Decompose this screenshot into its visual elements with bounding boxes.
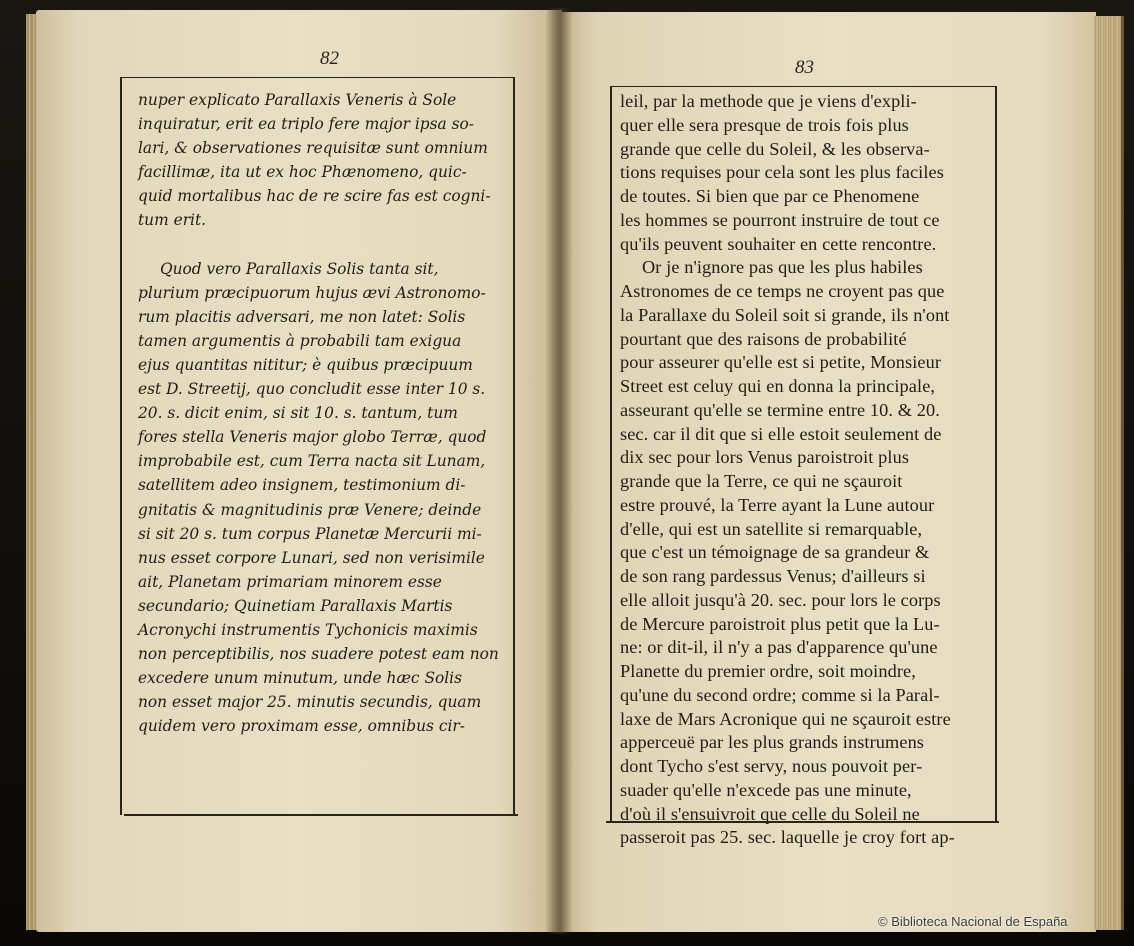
text-line: Quod vero Parallaxis Solis tanta sit, <box>160 259 439 278</box>
text-line: quer elle sera presque de trois fois plus <box>620 114 909 135</box>
text-line: quid mortalibus hac de re scire fas est cogni- <box>138 187 491 206</box>
text-line: satellitem adeo insignem, testimonium di- <box>138 476 466 495</box>
text-line: de toutes. Si bien que par ce Phenomene <box>620 186 920 206</box>
text-line: de Mercure paroistroit plus petit que la Lu- <box>620 613 940 634</box>
text-line: que c'est un témoignage de sa grandeur & <box>620 542 930 563</box>
text-line: Street est celuy qui en donna la principale, <box>620 376 936 396</box>
text-line: facillimæ, ita ut ex hoc Phænomeno, quic- <box>138 163 467 182</box>
text-line: leil, par la methode que je viens d'expli- <box>620 91 917 111</box>
text-line: secundario; Quinetiam Parallaxis Martis <box>138 596 453 615</box>
text-line: laxe de Mars Acronique qui ne sçauroit estre <box>620 708 951 729</box>
text-line: fores stella Veneris major globo Terræ, quod <box>138 428 487 447</box>
text-line: de son rang pardessus Venus; d'ailleurs si <box>620 566 926 586</box>
text-line: pour asseurer qu'elle est si petite, Monsieur <box>620 352 942 373</box>
text-line: passeroit pas 25. sec. laquelle je croy fort ap- <box>620 827 955 848</box>
text-line: qu'une du second ordre; comme si la Paral- <box>620 684 940 705</box>
left-page-text <box>138 88 523 738</box>
text-line: apperceuë par les plus grands instrumens <box>620 732 925 753</box>
text-line: non esset major 25. minutis secundis, quam <box>138 693 482 712</box>
text-line: quidem vero proximam esse, omnibus cir- <box>138 717 465 736</box>
text-line: dix sec pour lors Venus paroistroit plus <box>620 447 910 468</box>
text-line: tamen argumentis à probabili tam exigua <box>138 331 462 350</box>
text-line: grande que la Terre, ce qui ne sçauroit <box>620 471 903 491</box>
text-line: est D. Streetij, quo concludit esse inter 10 s. <box>138 380 486 399</box>
text-line: non perceptibilis, nos suadere potest eam non <box>138 645 499 664</box>
right-page-text <box>620 90 1005 850</box>
left-page-number: 82 <box>320 48 339 69</box>
text-line: tum erit. <box>138 211 207 230</box>
paragraph-gap <box>138 233 523 257</box>
text-line: qu'ils peuvent souhaiter en cette rencontre. <box>620 233 937 254</box>
text-line: pourtant que des raisons de probabilité <box>620 328 907 349</box>
text-line: Acronychi instrumentis Tychonicis maximis <box>138 620 478 639</box>
text-line: d'où il s'ensuivroit que celle du Soleil ne <box>620 803 920 824</box>
text-line: tions requises pour cela sont les plus faciles <box>620 162 944 183</box>
text-line: sec. car il dit que si elle estoit seulement de <box>620 423 942 444</box>
text-line: Planette du premier ordre, soit moindre, <box>620 661 916 681</box>
text-line: nuper explicato Parallaxis Veneris à Sole <box>138 91 457 109</box>
text-line: dont Tycho s'est servy, nous pouvoit per- <box>620 756 923 776</box>
text-line: ne: or dit-il, il n'y a pas d'apparence qu'une <box>620 637 938 658</box>
text-line: suader qu'elle n'excede pas une minute, <box>620 779 912 800</box>
text-line: improbabile est, cum Terra nacta sit Lunam, <box>138 452 486 471</box>
text-line: asseurant qu'elle se termine entre 10. & 20. <box>620 399 940 420</box>
copyright-notice: © Biblioteca Nacional de España <box>878 914 1068 929</box>
text-line: lari, & observationes requisitæ sunt omnium <box>138 139 488 158</box>
text-line: elle alloit jusqu'à 20. sec. pour lors le corps <box>620 589 941 610</box>
text-line: gnitatis & magnitudinis præ Venere; deinde <box>138 500 482 519</box>
right-page-edges <box>1094 16 1124 930</box>
text-line: plurium præcipuorum hujus ævi Astronomo- <box>138 283 486 302</box>
text-line: la Parallaxe du Soleil soit si grande, ils n'ont <box>620 304 950 325</box>
text-line: ait, Planetam primariam minorem esse <box>138 572 442 591</box>
text-line: rum placitis adversari, me non latet: Solis <box>138 307 466 326</box>
right-page-number: 83 <box>795 57 814 78</box>
text-line: ejus quantitas nititur; è quibus præcipuum <box>138 355 473 374</box>
left-bottom-rule <box>124 814 518 816</box>
text-line: Astronomes de ce temps ne croyent pas que <box>620 281 945 301</box>
text-line: d'elle, qui est un satellite si remarquable, <box>620 518 923 539</box>
text-line: grande que celle du Soleil, & les observa- <box>620 138 930 159</box>
text-line: inquiratur, erit ea triplo fere major ipsa so- <box>138 115 474 134</box>
text-line: excedere unum minutum, unde hæc Solis <box>138 669 462 688</box>
text-line: estre prouvé, la Terre ayant la Lune autour <box>620 494 935 515</box>
text-line: 20. s. dicit enim, si sit 10. s. tantum, tum <box>138 404 458 423</box>
text-line: les hommes se pourront instruire de tout ce <box>620 209 940 230</box>
text-line: Or je n'ignore pas que les plus habiles <box>642 257 923 278</box>
text-line: nus esset corpore Lunari, sed non verisimile <box>138 548 485 567</box>
text-line: si sit 20 s. tum corpus Planetæ Mercurii mi- <box>138 524 482 543</box>
